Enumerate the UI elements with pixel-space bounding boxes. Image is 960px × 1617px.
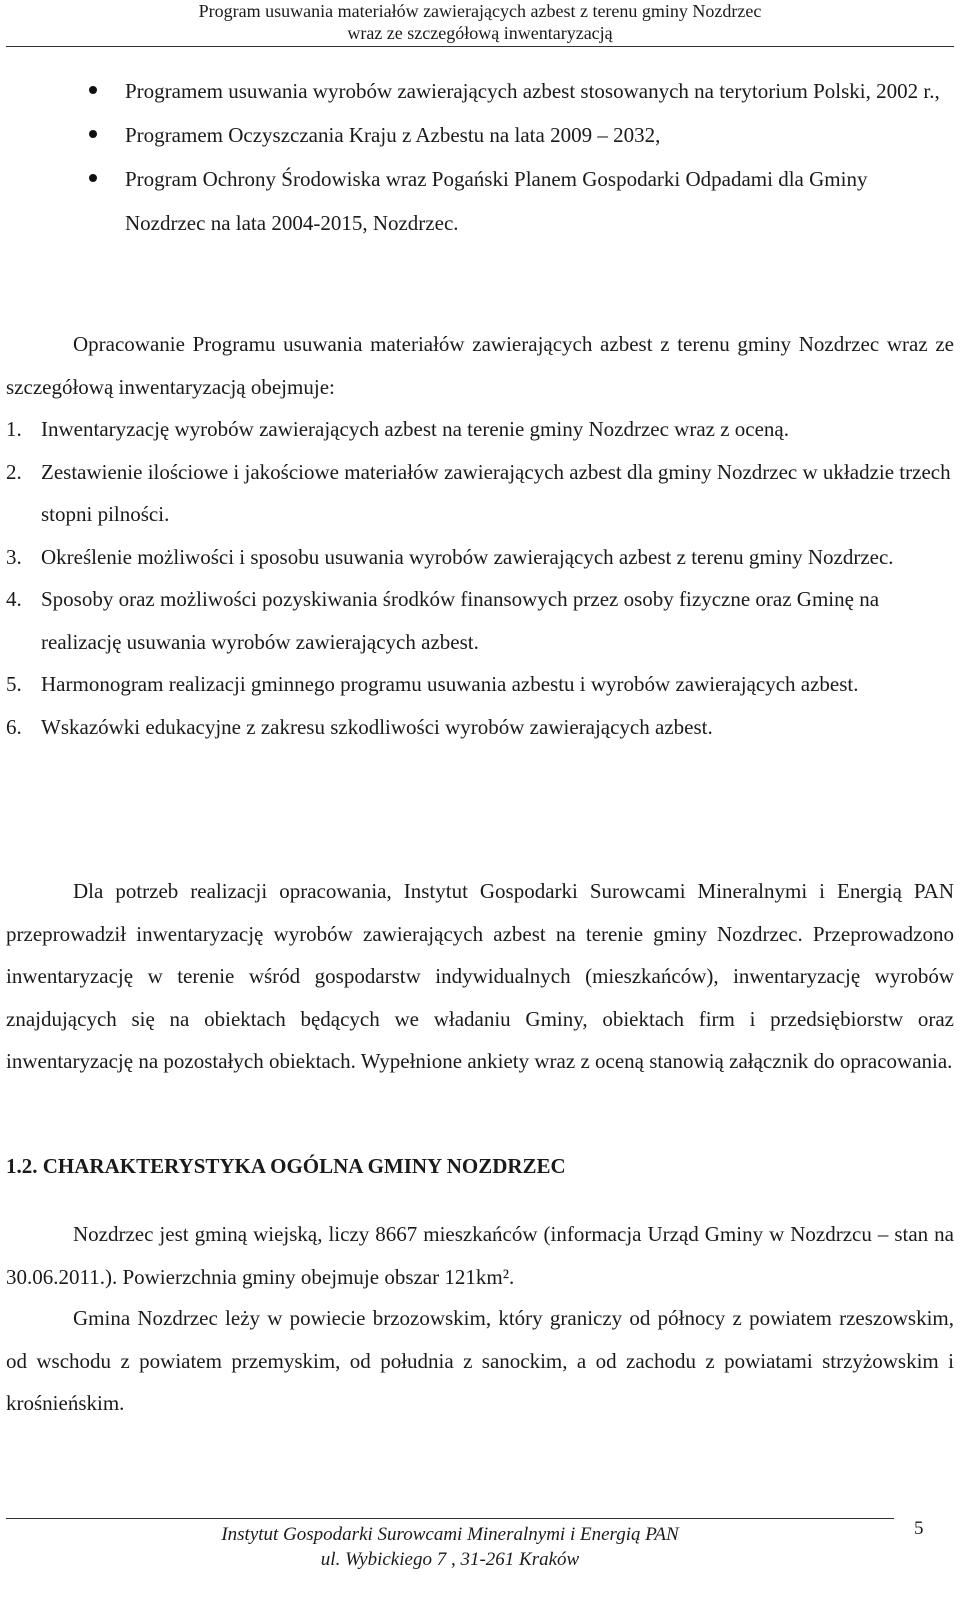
- footer-line-1: Instytut Gospodarki Surowcami Mineralnymi i Energią PAN: [221, 1524, 679, 1545]
- header-line-1: Program usuwania materiałów zawierających azbest z terenu gminy Nozdrzec: [198, 1, 762, 21]
- bullet-icon: [89, 86, 97, 94]
- intro-paragraph: [6, 323, 954, 408]
- header-divider: [6, 46, 954, 47]
- paragraph-text: Gmina Nozdrzec leży w powiecie brzozowskim, który graniczy od północy z powiatem rzeszowskim, od wschodu z powiatem przemyskim, od południa z sanockim, a od zachodu z powiatami strzyżowskim i krośnieńskim.: [6, 1306, 954, 1415]
- paragraph-text: Nozdrzec jest gminą wiejską, liczy 8667 mieszkańców (informacja Urząd Gminy w Nozdrzcu – stan na 30.06.2011.). Powierzchnia gminy obejmuje obszar 121km².: [6, 1222, 954, 1289]
- item-number: 1.: [6, 417, 22, 441]
- item-text: Wskazówki edukacyjne z zakresu szkodliwości wyrobów zawierających azbest.: [41, 714, 713, 739]
- list-item-text: Programem Oczyszczania Kraju z Azbestu na lata 2009 – 2032,: [125, 123, 661, 147]
- paragraph-text: Dla potrzeb realizacji opracowania, Instytut Gospodarki Surowcami Mineralnymi i Energią PAN przeprowadził inwentaryzację wyrobów zawierających azbest na terenie gminy Nozdrzec. Przeprowadzono inwentaryzację w terenie wśród gospodarstw indywidualnych (mieszkańców), inwentaryzację wyrobów znajdujących się na obiektach będących we władaniu Gminy, obiektach firm i przedsiębiorstw oraz inwentaryzację na pozostałych obiektach. Wypełnione ankiety wraz z oceną stanowią załącznik do opracowania.: [6, 879, 954, 1073]
- list-item-text: Programem usuwania wyrobów zawierających azbest stosowanych na terytorium Polski, 2002 r.,: [125, 79, 940, 103]
- item-text: Sposoby oraz możliwości pozyskiwania środków finansowych przez osoby fizyczne oraz Gminę na realizację usuwania wyrobów zawierających azbest.: [41, 587, 880, 654]
- list-item: [6, 578, 954, 663]
- item-number: 4.: [6, 587, 22, 611]
- item-number: 2.: [6, 459, 22, 484]
- page-number: 5: [914, 1518, 924, 1539]
- list-item: [6, 157, 954, 245]
- population-paragraph: [6, 1213, 954, 1298]
- section-heading: 1.2. CHARAKTERYSTYKA OGÓLNA GMINY NOZDRZEC: [6, 1154, 566, 1178]
- item-number: 3.: [6, 544, 22, 569]
- list-item: [6, 69, 954, 113]
- list-item-text: Program Ochrony Środowiska wraz Pogański Planem Gospodarki Odpadami dla Gminy Nozdrzec na lata 2004-2015, Nozdrzec.: [125, 167, 868, 235]
- list-item: [6, 536, 954, 579]
- bullet-icon: [89, 174, 97, 182]
- footer-divider: [6, 1518, 894, 1519]
- reference-list: [6, 69, 954, 245]
- footer-line-2: ul. Wybickiego 7 , 31-261 Kraków: [320, 1549, 580, 1570]
- header-line-2: wraz ze szczegółową inwentaryzacją: [347, 23, 613, 43]
- item-text: Harmonogram realizacji gminnego programu usuwania azbestu i wyrobów zawierających azbest.: [41, 672, 859, 696]
- location-paragraph: [6, 1297, 954, 1425]
- list-item: [6, 113, 954, 157]
- list-item: [6, 408, 954, 451]
- item-text: Zestawienie ilościowe i jakościowe materiałów zawierających azbest dla gminy Nozdrzec w układzie trzech stopni pilności.: [41, 459, 951, 526]
- inventory-paragraph: [6, 870, 954, 1083]
- list-item: [6, 451, 954, 536]
- list-item: [6, 706, 954, 749]
- item-text: Inwentaryzację wyrobów zawierających azbest na terenie gminy Nozdrzec wraz z oceną.: [41, 417, 790, 441]
- item-number: 5.: [6, 672, 22, 696]
- running-footer: [0, 1522, 900, 1572]
- item-text: Określenie możliwości i sposobu usuwania wyrobów zawierających azbest z terenu gminy Nozdrzec.: [41, 544, 894, 569]
- item-number: 6.: [6, 714, 22, 739]
- bullet-icon: [89, 130, 97, 138]
- list-item: [6, 663, 954, 706]
- scope-list: [6, 408, 954, 748]
- intro-text: Opracowanie Programu usuwania materiałów zawierających azbest z terenu gminy Nozdrzec wraz ze szczegółową inwentaryzacją obejmuje:: [6, 332, 954, 399]
